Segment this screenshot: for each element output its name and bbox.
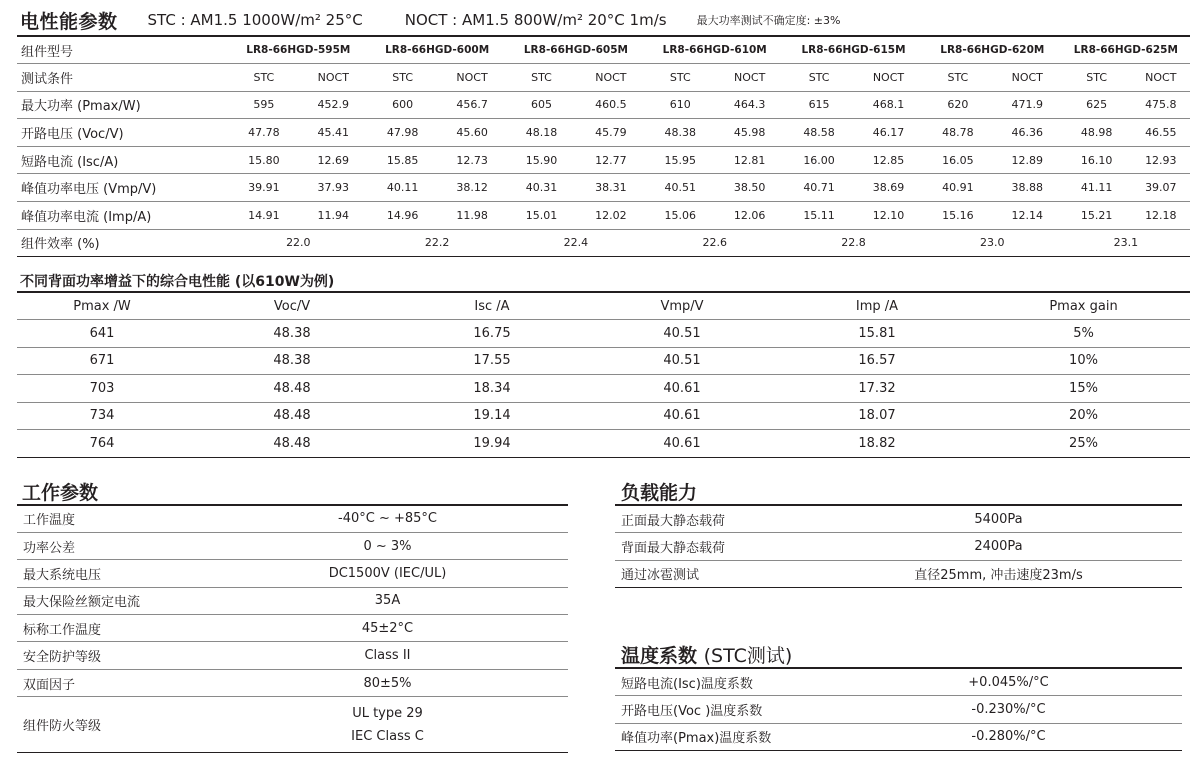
efficiency-cell: 22.6: [645, 229, 784, 257]
bifacial-cell: 48.48: [187, 402, 397, 430]
bifacial-row: [17, 320, 1190, 348]
electrical-row-label: 短路电流 (Isc/A): [17, 146, 229, 174]
operating-title: 工作参数: [22, 482, 99, 504]
electrical-cell: 46.55: [1132, 119, 1190, 147]
electrical-cell: 40.51: [645, 174, 715, 202]
electrical-cell: 625: [1062, 91, 1132, 119]
bifacial-cell: 40.51: [587, 347, 777, 375]
load-key: 正面最大静态载荷: [615, 505, 815, 533]
electrical-cell: 615: [784, 91, 854, 119]
test-condition-label: 测试条件: [17, 64, 229, 92]
efficiency-cell: 22.0: [229, 229, 368, 257]
bifacial-cell: 48.38: [187, 347, 397, 375]
load-value: 5400Pa: [815, 505, 1182, 533]
bifacial-cell: 734: [17, 402, 187, 430]
electrical-cell: 475.8: [1132, 91, 1190, 119]
electrical-cell: 45.98: [715, 119, 784, 147]
fire-rating-ul: UL type 29: [352, 705, 423, 721]
bifacial-cell: 17.55: [397, 347, 587, 375]
electrical-cell: 40.31: [507, 174, 577, 202]
electrical-cell: 12.06: [715, 202, 784, 230]
electrical-cell: 48.18: [507, 119, 577, 147]
bifacial-header: Pmax gain: [977, 292, 1190, 320]
operating-key: 安全防护等级: [17, 642, 207, 669]
bifacial-cell: 40.51: [587, 320, 777, 348]
electrical-cell: 12.14: [993, 202, 1062, 230]
model-name: LR8-66HGD-605M: [507, 36, 646, 64]
electrical-cell: 595: [229, 91, 299, 119]
electrical-cell: 600: [368, 91, 438, 119]
electrical-cell: 39.91: [229, 174, 299, 202]
operating-key: 标称工作温度: [17, 615, 207, 642]
bifacial-cell: 10%: [977, 347, 1190, 375]
stc-header: STC: [507, 64, 577, 92]
bifacial-header: Isc /A: [397, 292, 587, 320]
electrical-cell: 15.80: [229, 146, 299, 174]
electrical-cell: 46.17: [854, 119, 923, 147]
operating-row: [17, 669, 568, 696]
fire-rating-value: [207, 697, 568, 753]
operating-key: 工作温度: [17, 505, 207, 532]
electrical-row: [17, 202, 1190, 230]
efficiency-label: 组件效率 (%): [17, 229, 229, 257]
bifacial-header-row: [17, 292, 1190, 320]
electrical-row: [17, 91, 1190, 119]
noct-header: NOCT: [854, 64, 923, 92]
bifacial-cell: 48.48: [187, 430, 397, 458]
electrical-cell: 12.85: [854, 146, 923, 174]
operating-value: 80±5%: [207, 669, 568, 696]
operating-value: 0 ~ 3%: [207, 532, 568, 559]
temperature-title-suffix: (STC测试): [703, 645, 793, 667]
efficiency-cell: 23.0: [923, 229, 1062, 257]
model-name: LR8-66HGD-600M: [368, 36, 507, 64]
operating-row: [17, 532, 568, 559]
bifacial-cell: 48.48: [187, 375, 397, 403]
fire-rating-key: 组件防火等级: [17, 697, 207, 753]
bifacial-cell: 18.34: [397, 375, 587, 403]
bifacial-cell: 641: [17, 320, 187, 348]
bifacial-cell: 18.82: [777, 430, 977, 458]
bifacial-cell: 40.61: [587, 402, 777, 430]
model-name: LR8-66HGD-625M: [1062, 36, 1190, 64]
load-value: 2400Pa: [815, 533, 1182, 561]
bifacial-cell: 15%: [977, 375, 1190, 403]
operating-row: [17, 560, 568, 587]
electrical-cell: 46.36: [993, 119, 1062, 147]
electrical-cell: 16.05: [923, 146, 993, 174]
operating-value: -40°C ~ +85°C: [207, 505, 568, 532]
temperature-value: -0.230%/°C: [835, 696, 1182, 724]
operating-key: 功率公差: [17, 532, 207, 559]
electrical-cell: 14.96: [368, 202, 438, 230]
electrical-row-label: 开路电压 (Voc/V): [17, 119, 229, 147]
electrical-cell: 15.95: [645, 146, 715, 174]
electrical-cell: 605: [507, 91, 577, 119]
bifacial-row: [17, 375, 1190, 403]
operating-value: Class II: [207, 642, 568, 669]
load-table: [615, 504, 1182, 588]
noct-condition: NOCT : AM1.5 800W/m² 20°C 1m/s: [404, 11, 667, 29]
bifacial-header: Imp /A: [777, 292, 977, 320]
bifacial-cell: 20%: [977, 402, 1190, 430]
electrical-cell: 456.7: [438, 91, 507, 119]
model-name: LR8-66HGD-615M: [784, 36, 923, 64]
electrical-cell: 37.93: [299, 174, 368, 202]
electrical-cell: 45.79: [576, 119, 645, 147]
bifacial-table: [17, 291, 1190, 458]
noct-header: NOCT: [1132, 64, 1190, 92]
operating-key: 最大保险丝额定电流: [17, 587, 207, 614]
electrical-row-label: 最大功率 (Pmax/W): [17, 91, 229, 119]
load-row: [615, 505, 1182, 533]
load-title: 负载能力: [621, 482, 698, 504]
temperature-row: [615, 696, 1182, 724]
operating-row: [17, 587, 568, 614]
bifacial-title: 不同背面功率增益下的综合电性能 (以610W为例): [20, 274, 335, 290]
bifacial-cell: 15.81: [777, 320, 977, 348]
temperature-title: [621, 641, 792, 668]
electrical-header: [20, 6, 1190, 34]
temperature-value: +0.045%/°C: [835, 668, 1182, 696]
temperature-row: [615, 723, 1182, 751]
model-name: LR8-66HGD-620M: [923, 36, 1062, 64]
operating-row: [17, 642, 568, 669]
electrical-row: [17, 119, 1190, 147]
electrical-cell: 610: [645, 91, 715, 119]
electrical-cell: 16.10: [1062, 146, 1132, 174]
load-key: 背面最大静态载荷: [615, 533, 815, 561]
bifacial-header: Voc/V: [187, 292, 397, 320]
temperature-table: [615, 667, 1182, 751]
tolerance-note: 最大功率测试不确定度: ±3%: [696, 14, 841, 27]
bifacial-cell: 25%: [977, 430, 1190, 458]
electrical-cell: 14.91: [229, 202, 299, 230]
electrical-cell: 12.93: [1132, 146, 1190, 174]
bifacial-header: Vmp/V: [587, 292, 777, 320]
electrical-table: [17, 35, 1190, 257]
electrical-cell: 15.85: [368, 146, 438, 174]
electrical-cell: 620: [923, 91, 993, 119]
stc-header: STC: [784, 64, 854, 92]
stc-condition: STC : AM1.5 1000W/m² 25°C: [147, 11, 363, 29]
electrical-cell: 38.50: [715, 174, 784, 202]
model-label: 组件型号: [17, 36, 229, 64]
electrical-row-label: 峰值功率电流 (Imp/A): [17, 202, 229, 230]
electrical-cell: 45.60: [438, 119, 507, 147]
operating-row: [17, 505, 568, 532]
load-row: [615, 560, 1182, 588]
electrical-cell: 460.5: [576, 91, 645, 119]
load-value: 直径25mm, 冲击速度23m/s: [815, 560, 1182, 588]
electrical-cell: 15.21: [1062, 202, 1132, 230]
electrical-row: [17, 146, 1190, 174]
bifacial-cell: 16.75: [397, 320, 587, 348]
bifacial-row: [17, 402, 1190, 430]
electrical-cell: 15.11: [784, 202, 854, 230]
operating-value: 35A: [207, 587, 568, 614]
electrical-cell: 38.31: [576, 174, 645, 202]
load-key: 通过冰雹测试: [615, 560, 815, 588]
electrical-cell: 16.00: [784, 146, 854, 174]
electrical-row-label: 峰值功率电压 (Vmp/V): [17, 174, 229, 202]
temperature-key: 短路电流(Isc)温度系数: [615, 668, 835, 696]
temperature-row: [615, 668, 1182, 696]
noct-header: NOCT: [299, 64, 368, 92]
bifacial-cell: 19.94: [397, 430, 587, 458]
load-row: [615, 533, 1182, 561]
electrical-cell: 12.18: [1132, 202, 1190, 230]
bifacial-cell: 703: [17, 375, 187, 403]
electrical-row: [17, 174, 1190, 202]
bifacial-row: [17, 430, 1190, 458]
test-condition-row: [17, 64, 1190, 92]
electrical-cell: 48.98: [1062, 119, 1132, 147]
operating-key: 最大系统电压: [17, 560, 207, 587]
operating-table: [17, 504, 568, 753]
fire-rating-iec: IEC Class C: [351, 728, 424, 744]
stc-header: STC: [1062, 64, 1132, 92]
electrical-cell: 452.9: [299, 91, 368, 119]
noct-header: NOCT: [715, 64, 784, 92]
electrical-cell: 47.78: [229, 119, 299, 147]
efficiency-cell: 22.2: [368, 229, 507, 257]
electrical-cell: 468.1: [854, 91, 923, 119]
bifacial-cell: 764: [17, 430, 187, 458]
electrical-cell: 38.12: [438, 174, 507, 202]
electrical-cell: 40.11: [368, 174, 438, 202]
electrical-cell: 39.07: [1132, 174, 1190, 202]
bifacial-row: [17, 347, 1190, 375]
efficiency-cell: 22.8: [784, 229, 923, 257]
temperature-key: 峰值功率(Pmax)温度系数: [615, 723, 835, 751]
model-name: LR8-66HGD-610M: [645, 36, 784, 64]
temperature-title-main: 温度系数: [621, 645, 698, 667]
model-name: LR8-66HGD-595M: [229, 36, 368, 64]
noct-header: NOCT: [576, 64, 645, 92]
electrical-cell: 38.69: [854, 174, 923, 202]
electrical-cell: 40.91: [923, 174, 993, 202]
bifacial-cell: 40.61: [587, 375, 777, 403]
noct-header: NOCT: [993, 64, 1062, 92]
noct-header: NOCT: [438, 64, 507, 92]
electrical-cell: 471.9: [993, 91, 1062, 119]
efficiency-cell: 22.4: [507, 229, 646, 257]
electrical-cell: 12.89: [993, 146, 1062, 174]
electrical-cell: 12.10: [854, 202, 923, 230]
bifacial-cell: 19.14: [397, 402, 587, 430]
bifacial-cell: 671: [17, 347, 187, 375]
fire-rating-row: [17, 697, 568, 753]
stc-header: STC: [645, 64, 715, 92]
efficiency-row: [17, 229, 1190, 257]
temperature-key: 开路电压(Voc )温度系数: [615, 696, 835, 724]
electrical-cell: 15.06: [645, 202, 715, 230]
bifacial-cell: 40.61: [587, 430, 777, 458]
electrical-cell: 45.41: [299, 119, 368, 147]
bifacial-cell: 18.07: [777, 402, 977, 430]
electrical-cell: 12.02: [576, 202, 645, 230]
electrical-cell: 12.73: [438, 146, 507, 174]
electrical-cell: 38.88: [993, 174, 1062, 202]
electrical-cell: 12.69: [299, 146, 368, 174]
stc-header: STC: [368, 64, 438, 92]
electrical-cell: 11.94: [299, 202, 368, 230]
electrical-cell: 41.11: [1062, 174, 1132, 202]
electrical-cell: 464.3: [715, 91, 784, 119]
electrical-cell: 48.78: [923, 119, 993, 147]
bifacial-header: Pmax /W: [17, 292, 187, 320]
temperature-value: -0.280%/°C: [835, 723, 1182, 751]
electrical-cell: 11.98: [438, 202, 507, 230]
electrical-cell: 48.38: [645, 119, 715, 147]
electrical-cell: 12.81: [715, 146, 784, 174]
operating-value: 45±2°C: [207, 615, 568, 642]
electrical-cell: 40.71: [784, 174, 854, 202]
electrical-cell: 47.98: [368, 119, 438, 147]
bifacial-cell: 16.57: [777, 347, 977, 375]
electrical-title: 电性能参数: [20, 10, 118, 33]
stc-header: STC: [923, 64, 993, 92]
bifacial-cell: 48.38: [187, 320, 397, 348]
operating-key: 双面因子: [17, 669, 207, 696]
electrical-cell: 15.90: [507, 146, 577, 174]
model-row: [17, 36, 1190, 64]
electrical-cell: 15.16: [923, 202, 993, 230]
bifacial-cell: 5%: [977, 320, 1190, 348]
electrical-cell: 48.58: [784, 119, 854, 147]
stc-header: STC: [229, 64, 299, 92]
electrical-cell: 12.77: [576, 146, 645, 174]
bifacial-cell: 17.32: [777, 375, 977, 403]
efficiency-cell: 23.1: [1062, 229, 1190, 257]
electrical-cell: 15.01: [507, 202, 577, 230]
operating-row: [17, 615, 568, 642]
operating-value: DC1500V (IEC/UL): [207, 560, 568, 587]
